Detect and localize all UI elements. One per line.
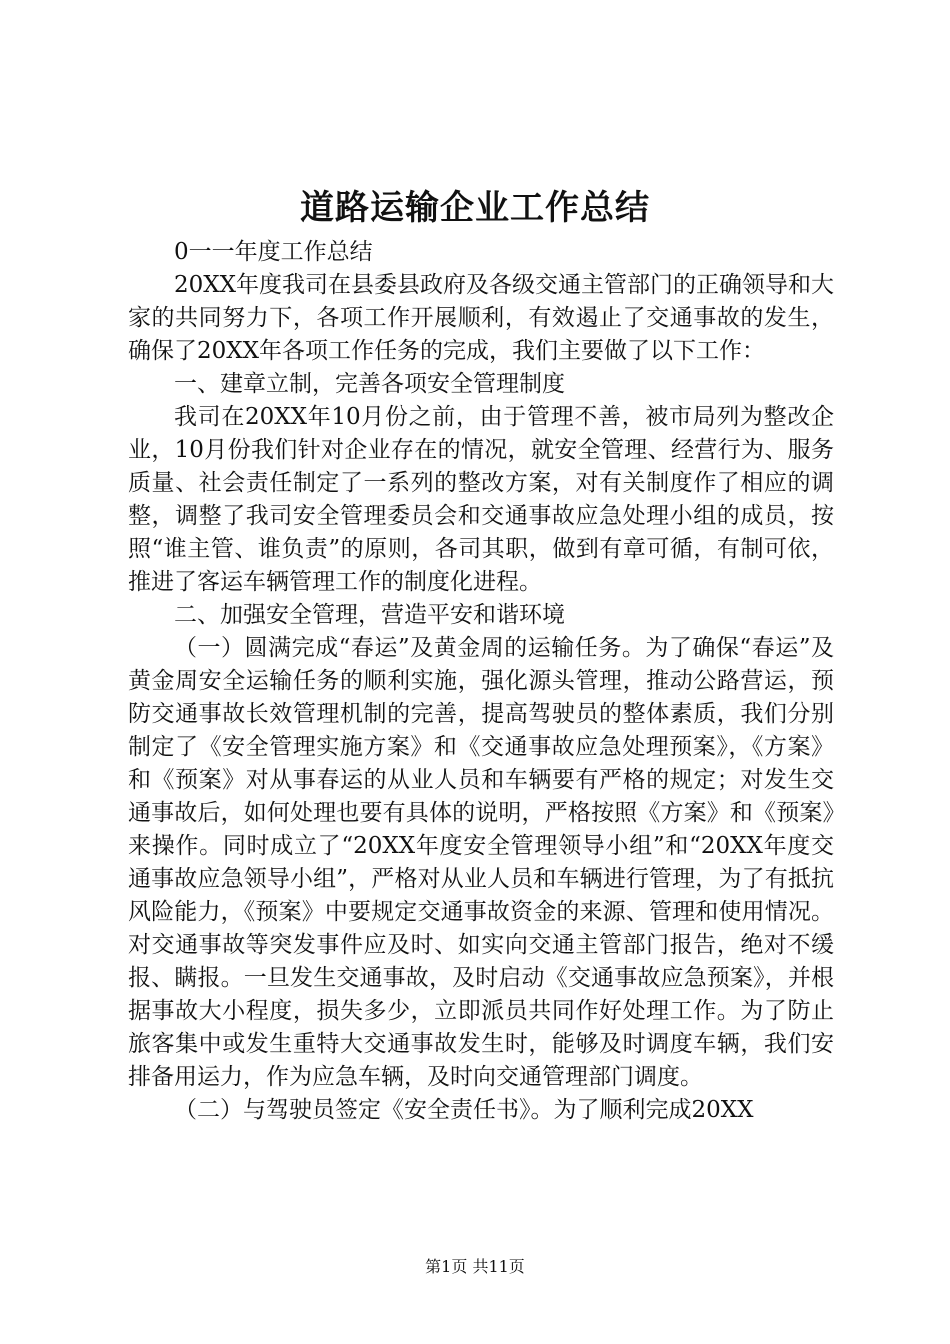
paragraph: （一）圆满完成“春运”及黄金周的运输任务。为了确保“春运”及黄金周安全运输任务的顺利实施，强化源头管理，推动公路营运，预防交通事故长效管理机制的完善，提高驾驶员的整体素质，我们分别制定了《安全管理实施方案》和《交通事故应急处理预案》，《方案》和《预案》对从事春运的从业人员和车辆要有严格的规定；对发生交通事故后，如何处理也要有具体的说明，严格按照《方案》和《预案》来操作。同时成立了“20XX年度安全管理领导小组”和“20XX年度交通事故应急领导小组”，严格对从业人员和车辆进行管理，为了有抵抗风险能力，《预案》中要规定交通事故资金的来源、管理和使用情况。对交通事故等突发事件应及时、如实向交通主管部门报告，绝对不缓报、瞒报。一旦发生交通事故，及时启动《交通事故应急预案》，并根据事故大小程度，损失多少，立即派员共同作好处理工作。为了防止旅客集中或发生重特大交通事故发生时，能够及时调度车辆，我们安排备用运力，作为应急车辆，及时向交通管理部门调度。 <box>128 635 834 1090</box>
paragraph: （二）与驾驶员签定《安全责任书》。为了顺利完成20XX <box>174 1097 754 1123</box>
paragraph: 20XX年度我司在县委县政府及各级交通主管部门的正确领导和大家的共同努力下，各项工作开展顺利，有效遏止了交通事故的发生，确保了20XX年各项工作任务的完成，我们主要做了以下工作： <box>128 272 835 364</box>
document-title: 道路运输企业工作总结 <box>300 188 650 228</box>
paragraph: 我司在20XX年10月份之前，由于管理不善，被市局列为整改企业，10月份我们针对企业存在的情况，就安全管理、经营行为、服务质量、社会责任制定了一系列的整改方案，对有关制度作了相应的调整，调整了我司安全管理委员会和交通事故应急处理小组的成员，按照“谁主管、谁负责”的原则，各司其职，做到有章可循，有制可依，推进了客运车辆管理工作的制度化进程。 <box>128 404 834 595</box>
section-heading: 二、加强安全管理，营造平安和谐环境 <box>174 602 565 628</box>
section-heading: 一、建章立制，完善各项安全管理制度 <box>174 371 565 397</box>
page-number-footer: 第1页 共11页 <box>425 1257 525 1276</box>
paragraph: 0一一年度工作总结 <box>174 239 373 265</box>
document-body <box>128 236 834 1127</box>
